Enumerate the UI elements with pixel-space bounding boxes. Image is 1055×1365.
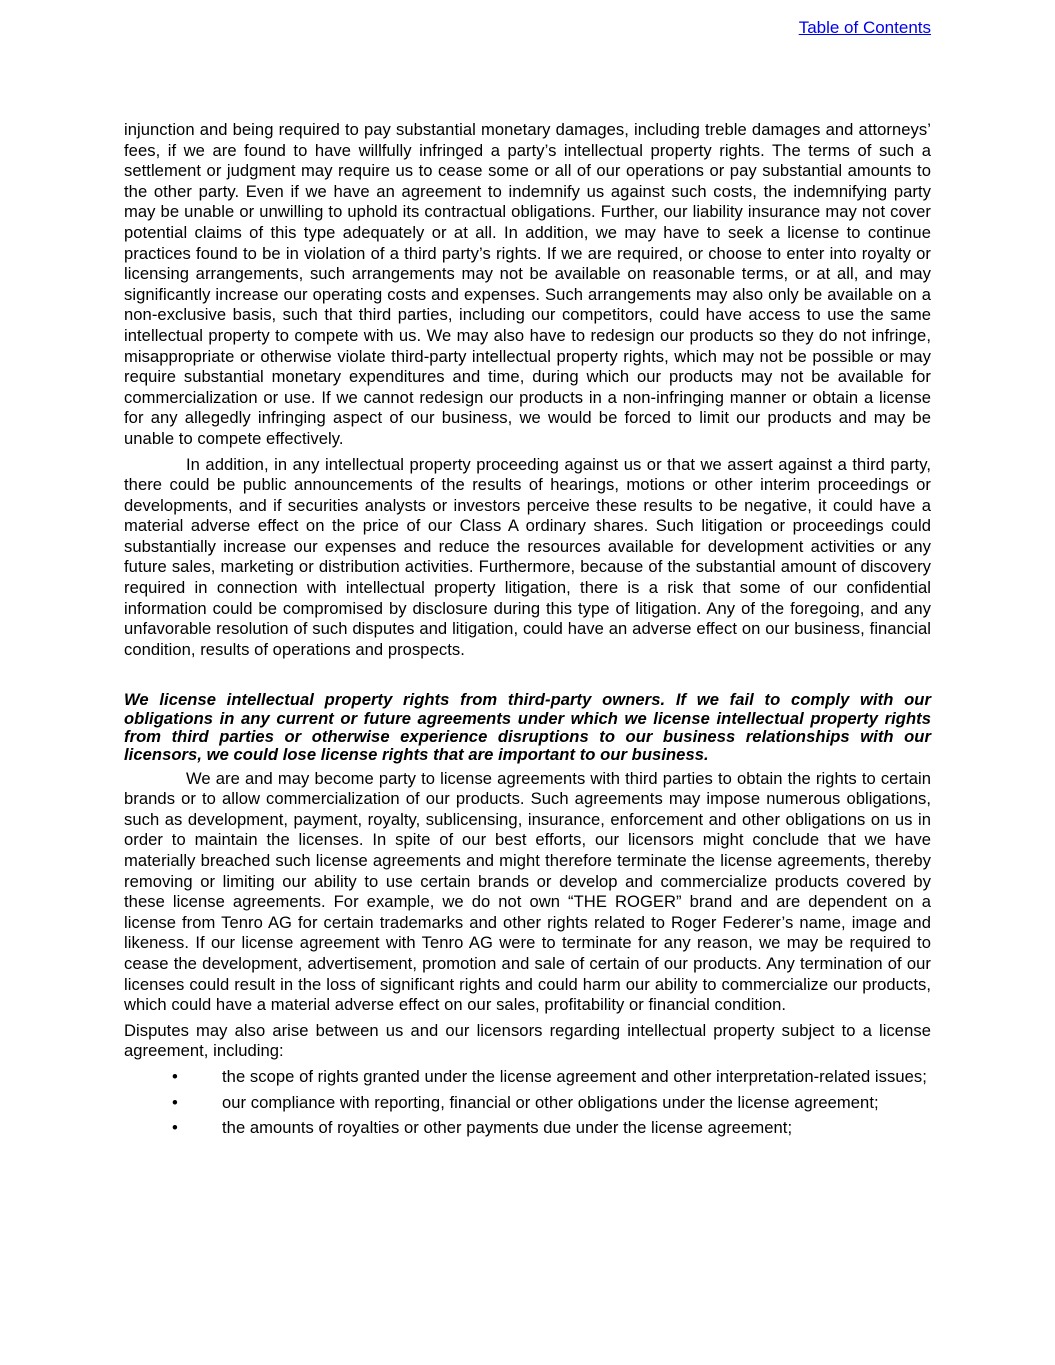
list-item-text: the amounts of royalties or other payments due under the license agreement; [222, 1118, 793, 1138]
bullet-marker: • [172, 1066, 178, 1086]
list-item-text: the scope of rights granted under the license agreement and other interpretation-related issues; [222, 1066, 927, 1086]
bullet-marker: • [172, 1092, 178, 1112]
list-item [124, 1118, 931, 1139]
table-of-contents-link[interactable]: Table of Contents [798, 18, 931, 37]
document-body [124, 120, 931, 1139]
list-item [124, 1067, 931, 1088]
paragraph-license-agreements: We are and may become party to license agreements with third parties to obtain the rights to certain brands or to allow commercialization of our products. Such agreements may impose numerous obligations, such as development, payment, royalty, sublicensing, insurance, enforcement and other obligations on us in order to maintain the licenses. In spite of our best efforts, our licensors might conclude that we have materially breached such license agreements and might therefore terminate the license agreements, thereby removing or limiting our ability to use certain brands or develop and commercialize products covered by these license agreements. For example, we do not own “THE ROGER” brand and are dependent on a license from Tenro AG for certain trademarks and other rights related to Roger Federer’s name, image and likeness. If our license agreement with Tenro AG were to terminate for any reason, we may be required to cease the development, advertisement, promotion and sale of certain of our products. Any termination of our licenses could result in the loss of significant rights and could harm our ability to commercialize our products, which could have a material adverse effect on our sales, profitability or financial condition. [124, 768, 931, 1015]
disputes-bullet-list [124, 1067, 931, 1139]
list-item-text: our compliance with reporting, financial or other obligations under the license agreement; [222, 1092, 879, 1112]
paragraph-ip-proceedings: In addition, in any intellectual property proceeding against us or that we assert against a third party, there could be public announcements of the results of hearings, motions or other interim proceedings or developments, and if securities analysts or investors perceive these results to be negative, it could have a material adverse effect on the price of our Class A ordinary shares. Such litigation or proceedings could substantially increase our expenses and reduce the resources available for development activities or any future sales, marketing or distribution activities. Furthermore, because of the substantial amount of discovery required in connection with intellectual property litigation, there is a risk that some of our confidential information could be compromised by disclosure during this type of litigation. Any of the foregoing, and any unfavorable resolution of such disputes and litigation, could have an adverse effect on our business, financial condition, results of operations and prospects. [124, 454, 931, 659]
bullet-marker: • [172, 1118, 178, 1138]
paragraph-injunction: injunction and being required to pay substantial monetary damages, including treble damages and attorneys’ fees, if we are found to have willfully infringed a party’s intellectual property rights. The terms of such a settlement or judgment may require us to cease some or all of our operations or pay substantial amounts to the other party. Even if we have an agreement to indemnify us against such costs, the indemnifying party may be unable or unwilling to uphold its contractual obligations. Further, our liability insurance may not cover potential claims of this type adequately or at all. In addition, we may have to seek a license to continue practices found to be in violation of a third party’s rights. If we are required, or choose to enter into royalty or licensing arrangements, such arrangements may not be available on reasonable terms, or at all, and may significantly increase our operating costs and expenses. Such arrangements may also only be available on a non-exclusive basis, such that third parties, including our competitors, could have access to use the same intellectual property to compete with us. We may also have to redesign our products so they do not infringe, misappropriate or otherwise violate third-party intellectual property rights, which may not be possible or may require substantial monetary expenditures and time, during which our products may not be available for commercialization or use. If we cannot redesign our products in a non-infringing manner or obtain a license for any allegedly infringing aspect of our business, we would be forced to limit our products and may be unable to compete effectively. [124, 120, 931, 448]
risk-factor-heading: We license intellectual property rights from third-party owners. If we fail to comply with our obligations in any current or future agreements under which we license intellectual property rights from third parties or otherwise experience disruptions to our business relationships with our licensors, we could lose license rights that are important to our business. [124, 690, 931, 765]
paragraph-disputes-intro: Disputes may also arise between us and our licensors regarding intellectual property subject to a license agreement, including: [124, 1020, 931, 1061]
list-item [124, 1093, 931, 1114]
